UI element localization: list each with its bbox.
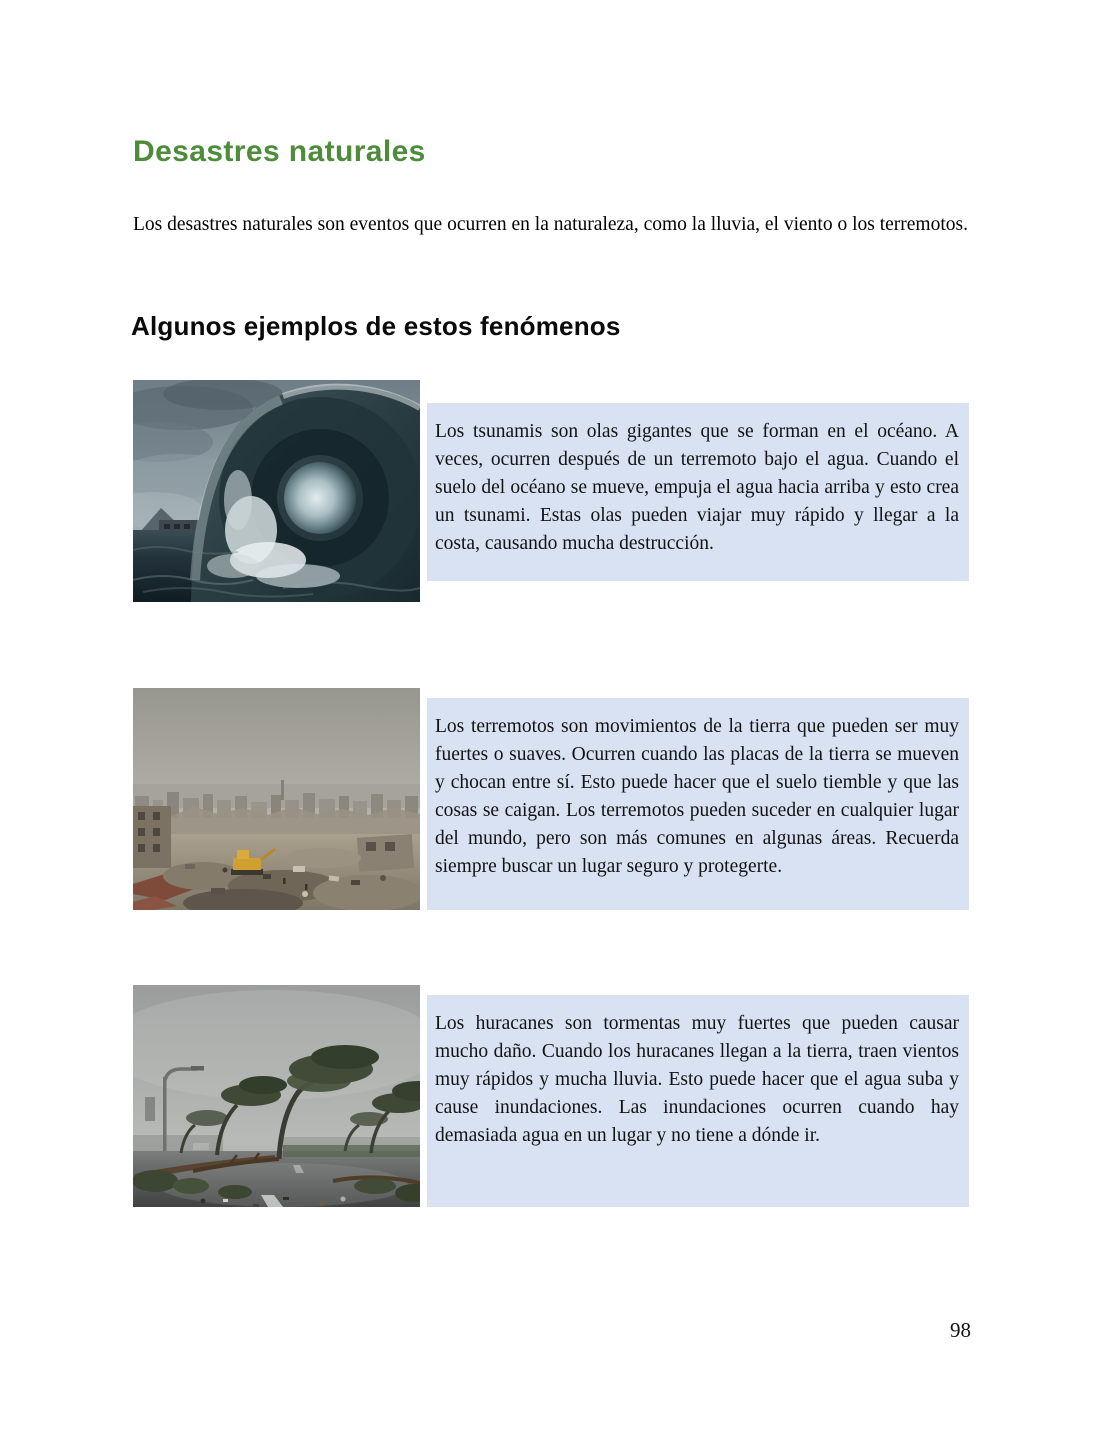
hurricane-section bbox=[133, 985, 969, 1207]
page-title: Desastres naturales bbox=[133, 135, 426, 168]
intro-paragraph: Los desastres naturales son eventos que ocurren en la naturaleza, como la lluvia, el viento o los terremotos. bbox=[133, 214, 968, 235]
earthquake-textbox bbox=[427, 698, 969, 910]
tsunami-section bbox=[133, 380, 969, 602]
tsunami-text: Los tsunamis son olas gigantes que se forman en el océano. A veces, ocurren después de un terremoto bajo el agua. Cuando el suelo del océano se mueve, empuja el agua hacia arriba y esto crea un tsunami. Estas olas pueden viajar muy rápido y llegar a la costa, causando mucha destrucción. bbox=[435, 421, 959, 554]
earthquake-section bbox=[133, 688, 969, 910]
page-number: 98 bbox=[950, 1318, 971, 1342]
earthquake-text: Los terremotos son movimientos de la tierra que pueden ser muy fuertes o suaves. Ocurren cuando las placas de la tierra se mueven y chocan entre sí. Esto puede hacer que el suelo tiemble y que las cosas se caigan. Los terremotos pueden suceder en cualquier lugar del mundo, pero son más comunes en algunas áreas. Recuerda siempre buscar un lugar seguro y protegerte. bbox=[435, 716, 959, 877]
tsunami-photo bbox=[133, 380, 420, 602]
examples-subheading: Algunos ejemplos de estos fenómenos bbox=[131, 311, 621, 341]
tsunami-textbox bbox=[427, 403, 969, 581]
hurricane-textbox bbox=[427, 995, 969, 1207]
earthquake-photo bbox=[133, 688, 420, 910]
hurricane-text: Los huracanes son tormentas muy fuertes que pueden causar mucho daño. Cuando los huracanes llegan a la tierra, traen vientos muy rápidos y mucha lluvia. Esto puede hacer que el agua suba y cause inundaciones. Las inundaciones ocurren cuando hay demasiada agua en un lugar y no tiene a dónde ir. bbox=[435, 1013, 959, 1146]
hurricane-photo bbox=[133, 985, 420, 1207]
